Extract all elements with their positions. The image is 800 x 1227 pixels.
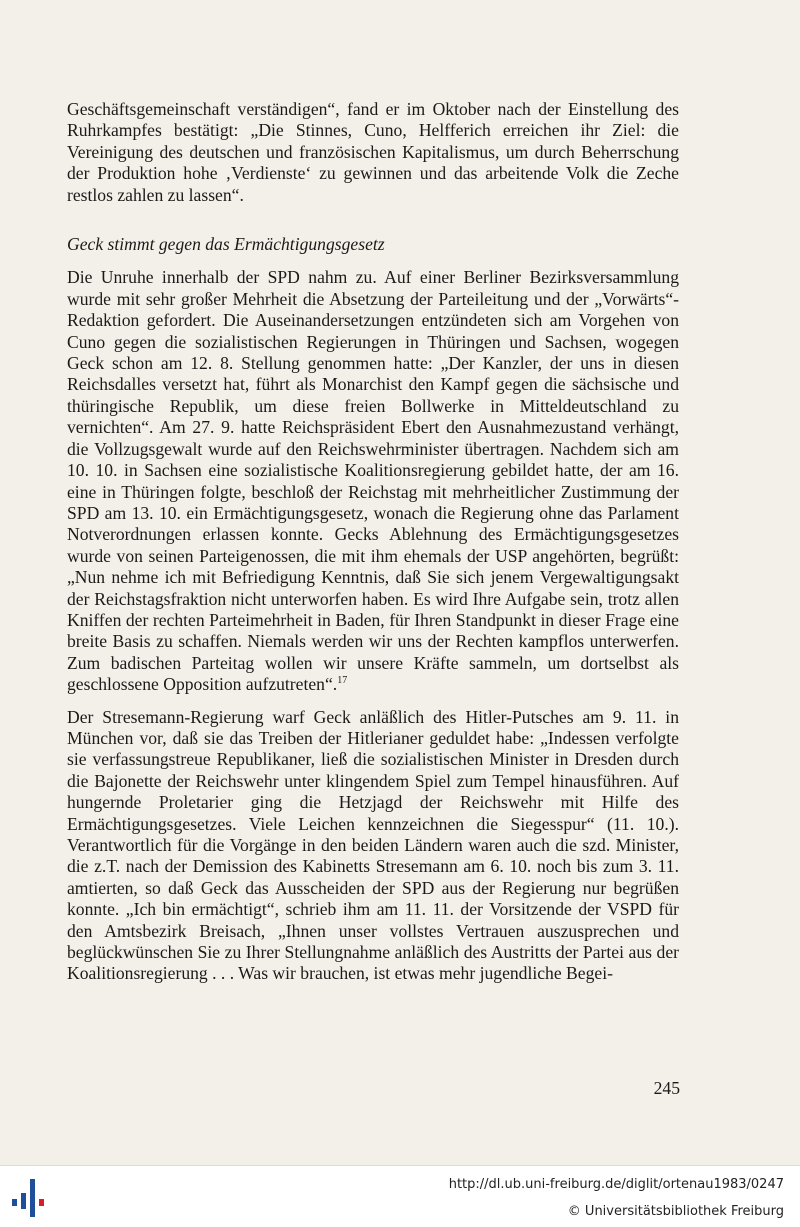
footer-url-link[interactable]: http://dl.ub.uni-freiburg.de/diglit/ortenau1983/0247 bbox=[448, 1177, 784, 1192]
footer-bar bbox=[0, 1165, 800, 1227]
paragraph-2 bbox=[67, 267, 679, 695]
paragraph-1: Geschäftsgemeinschaft verständigen“, fand er im Oktober nach der Einstellung des Ruhrkampfes bestätigt: „Die Stinnes, Cuno, Helfferich erreichen ihr Ziel: die Vereinigung des deutschen und französischen Kapitalismus, um durch Beherrschung der Produktion hohe ‚Verdienste‘ zu gewinnen und das arbeitende Volk die Zeche restlos zahlen zu lassen“. bbox=[67, 99, 679, 205]
text-column bbox=[67, 99, 679, 985]
section-heading: Geck stimmt gegen das Ermächtigungsgesetz bbox=[67, 234, 385, 255]
ub-freiburg-logo-icon bbox=[10, 1175, 50, 1219]
footer-copyright: © Universitätsbibliothek Freiburg bbox=[567, 1204, 784, 1219]
paragraph-3: Der Stresemann-Regierung warf Geck anläßlich des Hitler-Putsches am 9. 11. in München vor, daß sie das Treiben der Hitlerianer geduldet habe: „Indessen verfolgte sie verfassungstreue Republikaner, ließ die sozialistischen Minister in Dresden durch die Bajonette der Reichswehr unter klingendem Spiel zum Tempel hinausführen. Auf hungernde Proletarier ging die Hetzjagd der Reichswehr mit Hilfe des Ermächtigungsgesetzes. Viele Leichen kennzeichnen die Siegesspur“ (11. 10.). Verantwortlich für die Vorgänge in den beiden Ländern waren auch die szd. Minister, die z.T. nach der Demission des Kabinetts Stresemann am 6. 10. noch bis zum 3. 11. amtierten, so daß Geck das Ausscheiden der SPD aus der Regierung nur begrüßen konnte. „Ich bin ermächtigt“, schrieb ihm am 11. 11. der Vorsitzende der VSPD für den Amtsbezirk Breisach, „Ihnen unser vollstes Vertrauen auszusprechen und beglückwünschen Sie zu Ihrer Stellungnahme anläßlich des Austritts der Partei aus der Koalitionsregierung . . . Was wir brauchen, ist etwas mehr jugendliche Begei- bbox=[67, 706, 679, 984]
paragraph-gap bbox=[67, 696, 679, 707]
page-number: 245 bbox=[653, 1078, 680, 1098]
paragraph-2-text: Die Unruhe innerhalb der SPD nahm zu. Auf einer Berliner Bezirksversammlung wurde mit sehr großer Mehrheit die Absetzung der Parteileitung und der „Vorwärts“-Redaktion gefordert. Die Auseinandersetzungen entzündeten sich am Vorgehen von Cuno gegen die sozialistischen Regierungen in Thüringen und Sachsen, wogegen Geck schon am 12. 8. Stellung genommen hatte: „Der Kanzler, der uns in diesen Reichsdalles versetzt hat, führt als Monarchist den Kampf gegen die sächsische und thüringische Republik, um diese freien Bollwerke in Mitteldeutschland zu vernichten“. Am 27. 9. hatte Reichspräsident Ebert den Ausnahmezustand verhängt, die Vollzugsgewalt wurde auf den Reichswehrminister übertragen. Nachdem sich am 10. 10. in Sachsen eine sozialistische Koalitionsregierung gebildet hatte, der am 16. eine in Thüringen folgte, beschloß der Reichstag mit mehrheitlicher Zustimmung der SPD am 13. 10. ein Ermächtigungsgesetz, wonach die Regierung ohne das Parlament Notverordnungen erlassen konnte. Gecks Ablehnung des Ermächtigungsgesetzes wurde von seinen Parteigenossen, die mit ihm ehemals der USP angehörten, begrüßt: „Nun nehme ich mit Befriedigung Kenntnis, daß Sie sich jenem Vergewaltigungsakt der Reichstagsfraktion nicht unterworfen haben. Es wird Ihre Aufgabe sein, trotz allen Kniffen der rechten Parteimehrheit in Baden, für Ihren Standpunkt in dieser Frage eine breite Basis zu schaffen. Niemals werden wir uns der Rechten kampflos unterwerfen. Zum badischen Parteitag wollen wir unsere Kräfte sammeln, um dortselbst als geschlossene Opposition aufzutreten“. bbox=[67, 267, 679, 695]
footnote-ref: 17 bbox=[337, 675, 348, 687]
